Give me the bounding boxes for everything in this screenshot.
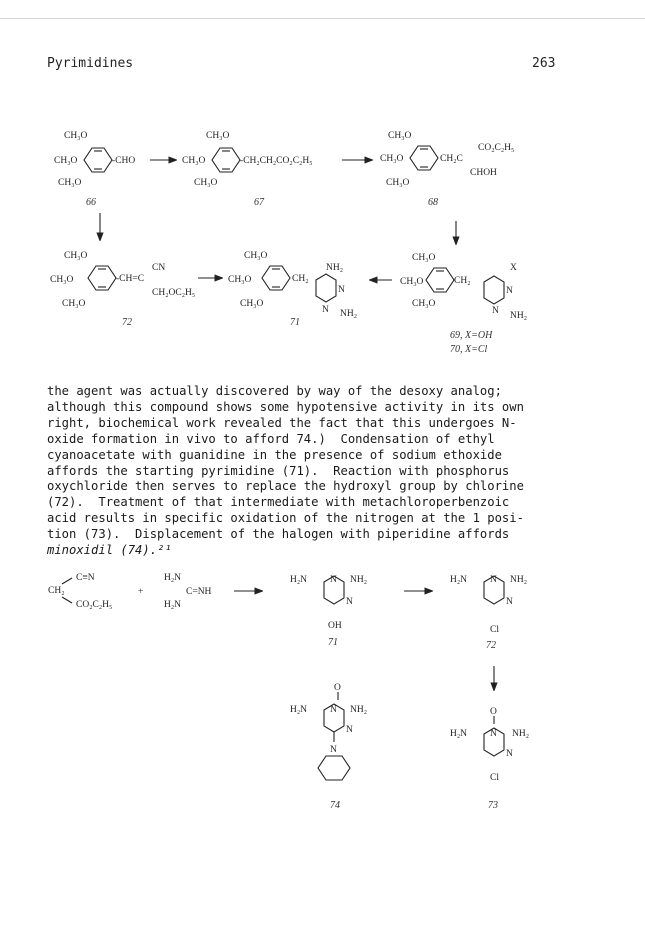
plus-sign: + bbox=[138, 587, 144, 597]
compound-74-minoxidil bbox=[290, 683, 367, 811]
oxide-oxygen: O bbox=[334, 683, 341, 693]
text-line: right, biochemical work revealed the fact that this undergoes N- bbox=[47, 415, 517, 430]
amino-group: NH₂ bbox=[340, 309, 358, 319]
text-line: affords the starting pyrimidine (71). Reaction with phosphorus bbox=[47, 463, 510, 478]
compound-68 bbox=[380, 131, 514, 208]
amino-group: H₂N bbox=[450, 575, 468, 585]
compound-73-n-oxide bbox=[450, 707, 529, 811]
methoxy-group: CH₃O bbox=[244, 251, 268, 261]
page-number: 263 bbox=[532, 56, 556, 71]
text-line: oxychloride then serves to replace the hydroxyl group by chlorine bbox=[47, 479, 524, 494]
imine-group: C=NH bbox=[186, 587, 212, 597]
amino-group: NH₂ bbox=[510, 311, 528, 321]
ring-nitrogen: N bbox=[506, 749, 513, 759]
text-line: although this compound shows some hypotensive activity in its own bbox=[47, 399, 524, 414]
compound-69-70 bbox=[400, 253, 527, 355]
compound-label-73: 73 bbox=[488, 800, 498, 811]
methoxy-group: CH₃O bbox=[194, 178, 218, 188]
methoxy-group: CH₃O bbox=[62, 299, 86, 309]
compound-label-72: 72 bbox=[122, 317, 132, 328]
ring-nitrogen: N bbox=[506, 597, 513, 607]
compound-72-chloropyrimidine bbox=[450, 575, 527, 651]
compound-71-diaminopyrimidine bbox=[228, 251, 357, 328]
text-line: the agent was actually discovered by way of the desoxy analog; bbox=[47, 384, 502, 398]
methylene: CH₂ bbox=[454, 276, 471, 286]
ethyl-cyanoacetate bbox=[48, 573, 112, 610]
substituent-x: X bbox=[510, 263, 517, 273]
ring-nitrogen: N bbox=[346, 597, 353, 607]
ring-nitrogen: N bbox=[506, 286, 513, 296]
compound-label-66: 66 bbox=[86, 197, 96, 208]
methoxy-group: CH₃O bbox=[240, 299, 264, 309]
body-paragraph bbox=[47, 384, 607, 559]
ester-chain: -CH₂CH₂CO₂C₂H₅ bbox=[240, 156, 313, 166]
text-line: acid results in specific oxidation of the nitrogen at the 1 posi- bbox=[47, 511, 524, 526]
methoxy-group: CH₃O bbox=[228, 275, 252, 285]
vinyl-group: -CH=C bbox=[116, 274, 145, 284]
amino-group: NH₂ bbox=[350, 575, 368, 585]
ring-nitrogen: N bbox=[330, 575, 337, 585]
amino-group: NH₂ bbox=[510, 575, 528, 585]
ester-group: CO₂C₂H₅ bbox=[76, 600, 113, 610]
methoxy-group: CH₃O bbox=[400, 277, 424, 287]
hydroxymethylene: CHOH bbox=[470, 168, 497, 178]
ring-nitrogen: N bbox=[490, 575, 497, 585]
compound-label-67: 67 bbox=[254, 197, 264, 208]
compound-label-69: 69, X=OH bbox=[450, 330, 493, 341]
guanidine bbox=[164, 573, 212, 610]
amino-group: H₂N bbox=[164, 600, 182, 610]
methylene: CH₂ bbox=[48, 586, 65, 596]
ring-nitrogen: N bbox=[492, 306, 499, 316]
methylene: CH₂ bbox=[292, 274, 309, 284]
ring-nitrogen: N bbox=[346, 725, 353, 735]
piperidine-nitrogen: N bbox=[330, 745, 337, 755]
ring-nitrogen: N bbox=[490, 729, 497, 739]
ring-nitrogen: N bbox=[338, 285, 345, 295]
amino-group: H₂N bbox=[450, 729, 468, 739]
methoxy-group: CH₃O bbox=[386, 178, 410, 188]
methoxy-group: CH₃O bbox=[58, 178, 82, 188]
compound-66 bbox=[54, 131, 135, 208]
methoxy-group: CH₃O bbox=[412, 253, 436, 263]
methoxy-group: CH₃O bbox=[388, 131, 412, 141]
text-line: cyanoacetate with guanidine in the presence of sodium ethoxide bbox=[47, 447, 502, 462]
compound-label-72: 72 bbox=[486, 640, 496, 651]
compound-label-70: 70, X=Cl bbox=[450, 344, 488, 355]
amino-group: H₂N bbox=[164, 573, 182, 583]
methoxy-group: CH₃O bbox=[206, 131, 230, 141]
methoxy-group: CH₃O bbox=[54, 156, 78, 166]
ring-nitrogen: N bbox=[330, 705, 337, 715]
methoxy-group: CH₃O bbox=[50, 275, 74, 285]
oxide-oxygen: O bbox=[490, 707, 497, 717]
amino-group: NH₂ bbox=[512, 729, 530, 739]
running-header-title: Pyrimidines bbox=[47, 56, 134, 71]
nitrile-group: C≡N bbox=[76, 573, 95, 583]
chloro-group: Cl bbox=[490, 625, 499, 635]
compound-label-74: 74 bbox=[330, 800, 340, 811]
ring-nitrogen: N bbox=[322, 305, 329, 315]
text-line: oxide formation in vivo to afford 74.) Condensation of ethyl bbox=[47, 431, 495, 446]
ester-group: CO₂C₂H₅ bbox=[478, 143, 515, 153]
amino-group: NH₂ bbox=[326, 263, 344, 273]
compound-72-enol-ether bbox=[50, 251, 195, 328]
aldehyde-group: -CHO bbox=[112, 156, 136, 166]
hydroxyl-group: OH bbox=[328, 621, 342, 631]
nitrile-group: CN bbox=[152, 263, 166, 273]
methoxy-group: CH₃O bbox=[380, 154, 404, 164]
methylene-c: CH₂C bbox=[440, 154, 463, 164]
amino-group: H₂N bbox=[290, 705, 308, 715]
text-line: tion (73). Displacement of the halogen with piperidine affords bbox=[47, 527, 510, 542]
text-line: (72). Treatment of that intermediate with metachloroperbenzoic bbox=[47, 495, 510, 510]
methoxy-group: CH₃O bbox=[182, 156, 206, 166]
piperidine-ring bbox=[318, 756, 350, 780]
methoxy-group: CH₃O bbox=[64, 131, 88, 141]
methoxy-group: CH₃O bbox=[412, 299, 436, 309]
ethoxymethyl-group: CH₂OC₂H₅ bbox=[152, 288, 196, 298]
compound-67 bbox=[182, 131, 313, 208]
chloro-group: Cl bbox=[490, 773, 499, 783]
compound-label-71: 71 bbox=[328, 637, 338, 648]
methoxy-group: CH₃O bbox=[64, 251, 88, 261]
amino-group: NH₂ bbox=[350, 705, 368, 715]
compound-label-71: 71 bbox=[290, 317, 300, 328]
text-line: minoxidil (74).²¹ bbox=[47, 543, 172, 558]
compound-71-hydroxypyrimidine bbox=[290, 575, 367, 648]
compound-label-68: 68 bbox=[428, 197, 438, 208]
amino-group: H₂N bbox=[290, 575, 308, 585]
